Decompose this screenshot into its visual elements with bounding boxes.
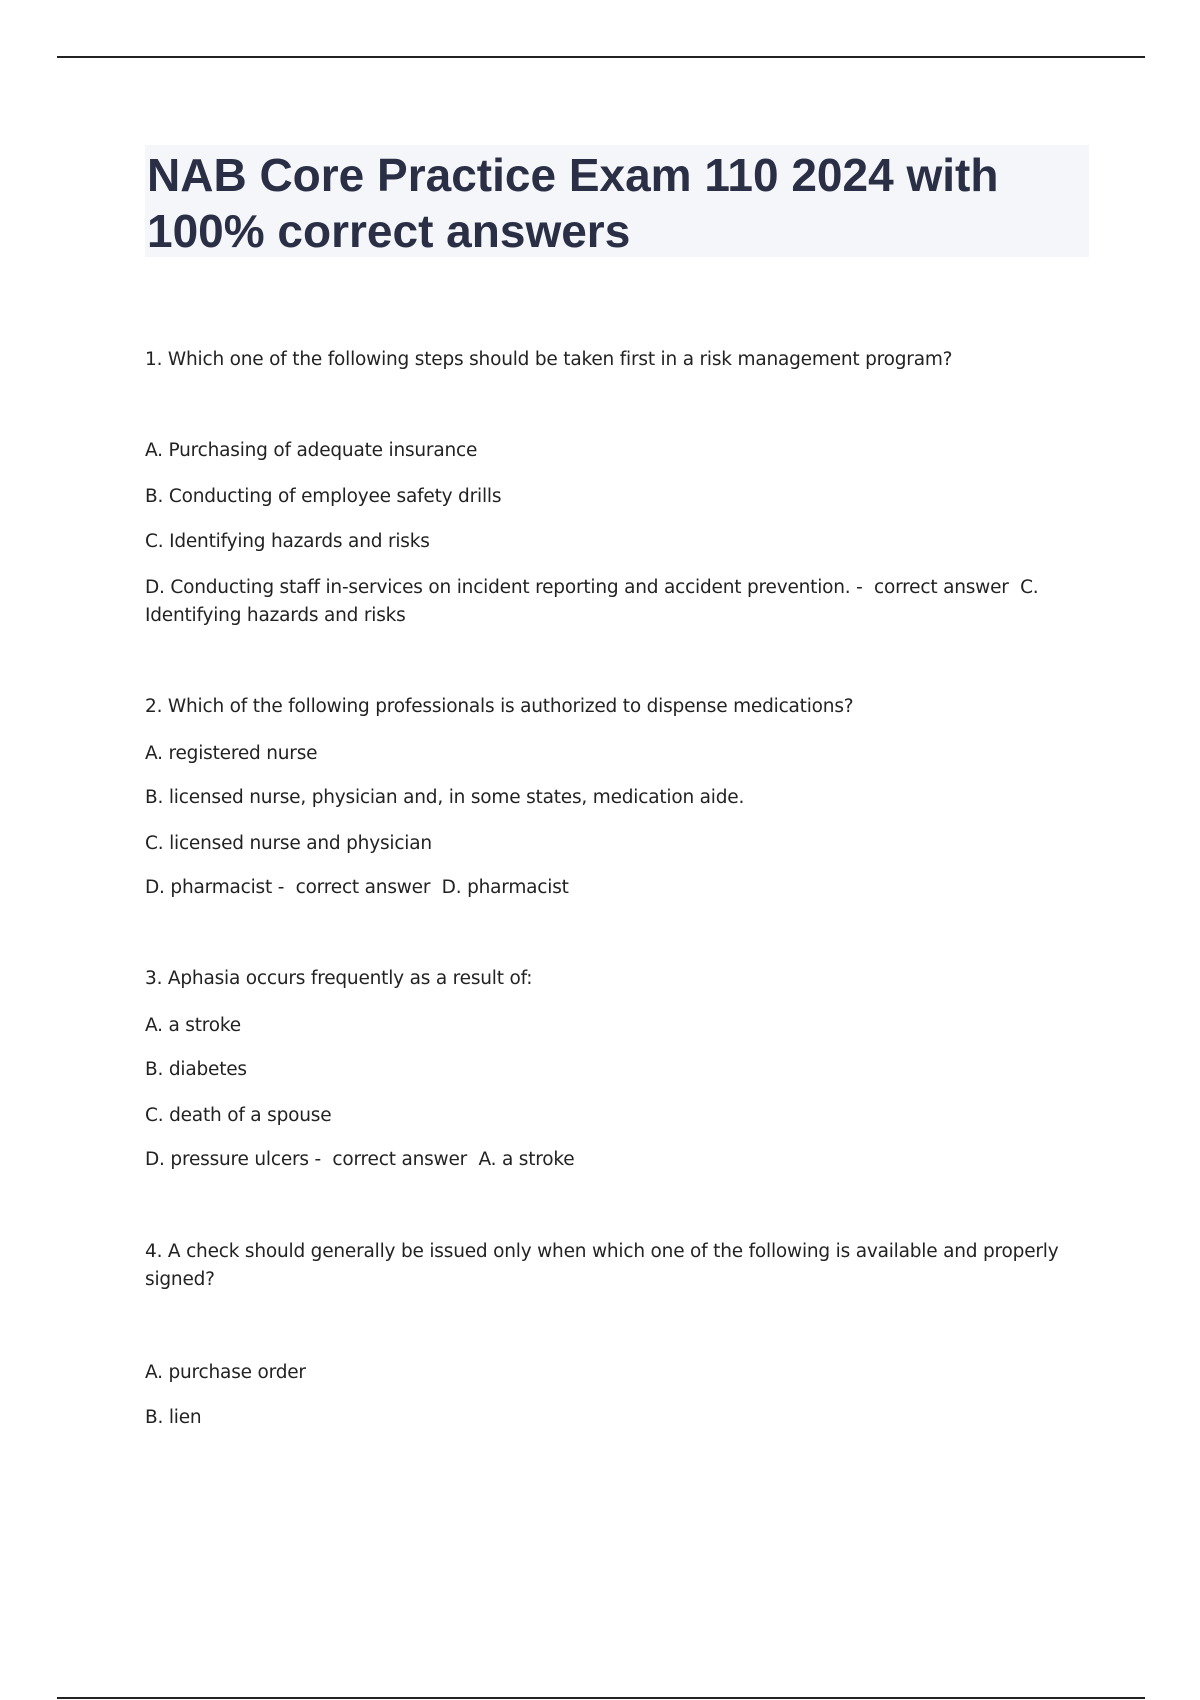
q1-option-c: C. Identifying hazards and risks <box>145 531 430 552</box>
q1-option-d-with-answer: D. Conducting staff in-services on incident reporting and accident prevention. - correct answer C. Identifying hazards and risks <box>145 577 1039 626</box>
question-4: 4. A check should generally be issued only when which one of the following is available and properly signed? <box>145 1241 1059 1290</box>
q1-answer: C. Identifying hazards and risks <box>145 577 1039 626</box>
question-1: 1. Which one of the following steps should be taken first in a risk management program? <box>145 349 953 370</box>
q2-option-c: C. licensed nurse and physician <box>145 833 432 854</box>
q1-answer-label: correct answer <box>874 577 1009 598</box>
q2-option-b: B. licensed nurse, physician and, in some states, medication aide. <box>145 787 745 808</box>
q3-option-b: B. diabetes <box>145 1059 247 1080</box>
q2-answer-label: correct answer <box>295 877 431 898</box>
q3-option-d-with-answer: D. pressure ulcers - correct answer A. a stroke <box>145 1149 575 1170</box>
q3-answer: A. a stroke <box>478 1149 575 1170</box>
question-3: 3. Aphasia occurs frequently as a result of: <box>145 968 533 989</box>
q4-option-a: A. purchase order <box>145 1362 306 1383</box>
q1-option-a: A. Purchasing of adequate insurance <box>145 440 478 461</box>
q2-option-d: D. pharmacist <box>145 877 273 898</box>
q2-option-a: A. registered nurse <box>145 743 318 764</box>
q4-option-b: B. lien <box>145 1407 202 1428</box>
q3-option-d: D. pressure ulcers <box>145 1149 309 1170</box>
title-banner <box>145 145 1089 257</box>
q2-answer: D. pharmacist <box>441 877 569 898</box>
q1-option-d: D. Conducting staff in-services on incident reporting and accident prevention. <box>145 577 851 598</box>
q1-option-b: B. Conducting of employee safety drills <box>145 486 502 507</box>
top-rule <box>57 56 1145 58</box>
bottom-rule <box>57 1697 1145 1699</box>
q2-option-d-with-answer: D. pharmacist - correct answer D. pharmacist <box>145 877 569 898</box>
question-2: 2. Which of the following professionals is authorized to dispense medications? <box>145 696 854 717</box>
q3-option-a: A. a stroke <box>145 1015 241 1036</box>
q3-answer-label: correct answer <box>332 1149 468 1170</box>
page-title: NAB Core Practice Exam 110 2024 with 100% correct answers <box>147 149 999 257</box>
q3-option-c: C. death of a spouse <box>145 1105 332 1126</box>
